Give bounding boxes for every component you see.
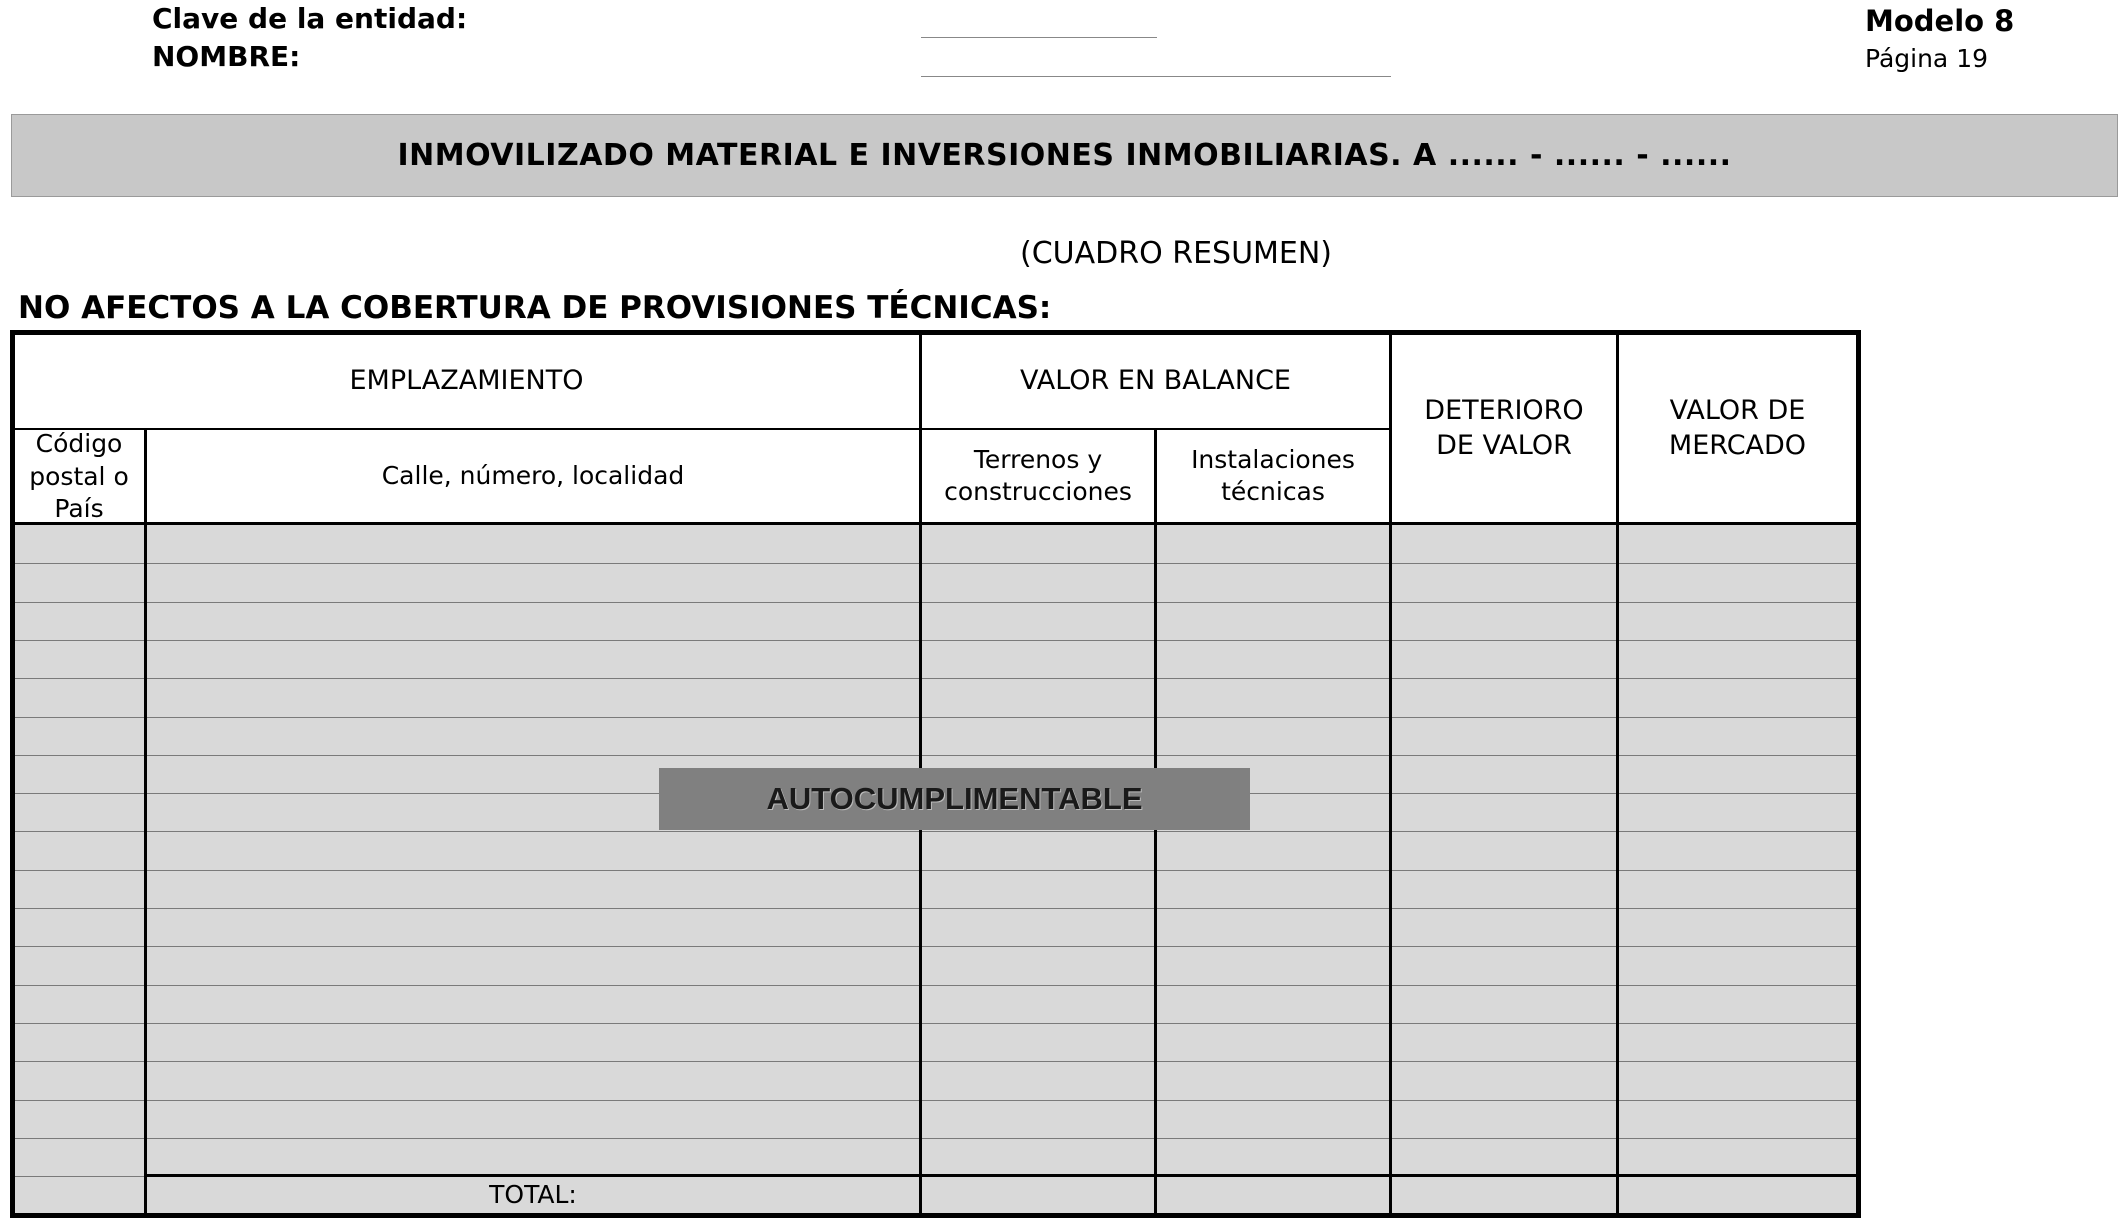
header-valor-balance: VALOR EN BALANCE bbox=[1020, 365, 1291, 397]
table-row bbox=[13, 563, 1858, 564]
table-row bbox=[13, 1061, 1858, 1062]
entity-key-field[interactable] bbox=[921, 37, 1157, 38]
table-row bbox=[13, 1138, 1858, 1139]
subheader-instalaciones: Instalaciones técnicas bbox=[1191, 444, 1355, 506]
table-row bbox=[13, 755, 1858, 756]
form-title-banner bbox=[11, 114, 2118, 197]
subheader-codigo: Código postal o País bbox=[29, 429, 129, 524]
subheader-terrenos: Terrenos y construcciones bbox=[944, 444, 1132, 506]
table-row bbox=[13, 717, 1858, 718]
entity-key-label: Clave de la entidad: bbox=[152, 2, 468, 35]
stamp-label: AUTOCUMPLIMENTABLE bbox=[766, 781, 1143, 816]
table-bottom-border bbox=[10, 1213, 1861, 1218]
table-row bbox=[13, 831, 1858, 832]
table-row bbox=[13, 678, 1858, 679]
col-line-3b bbox=[1154, 830, 1157, 1214]
table-right-border bbox=[1856, 330, 1861, 1218]
table-row bbox=[13, 640, 1858, 641]
total-label: TOTAL: bbox=[489, 1179, 577, 1209]
section-title: NO AFECTOS A LA COBERTURA DE PROVISIONES TÉCNICAS: bbox=[18, 290, 1052, 326]
header-bottom-line bbox=[13, 522, 1858, 525]
form-title: INMOVILIZADO MATERIAL E INVERSIONES INMOBILIARIAS. A ...... - ...... - ...... bbox=[397, 138, 1732, 173]
col-line-1 bbox=[144, 428, 147, 1214]
name-field[interactable] bbox=[921, 76, 1391, 77]
header-valor-mercado: VALOR DE MERCADO bbox=[1668, 394, 1807, 461]
page-number: Página 19 bbox=[1865, 44, 1989, 73]
subheader-calle: Calle, número, localidad bbox=[381, 460, 685, 490]
table-row bbox=[13, 870, 1858, 871]
subtitle: (CUADRO RESUMEN) bbox=[1020, 236, 1333, 271]
autocumplimentable-stamp bbox=[659, 768, 1250, 830]
header-deterioro: DETERIORO DE VALOR bbox=[1424, 394, 1584, 461]
header-emplazamiento: EMPLAZAMIENTO bbox=[349, 365, 584, 397]
table-row bbox=[13, 946, 1858, 947]
table-row bbox=[13, 1023, 1858, 1024]
name-label: NOMBRE: bbox=[152, 40, 301, 73]
table-row bbox=[13, 908, 1858, 909]
table-row bbox=[13, 1100, 1858, 1101]
table-row bbox=[13, 985, 1858, 986]
model-number: Modelo 8 bbox=[1865, 4, 2015, 38]
col-line-2b bbox=[919, 830, 922, 1214]
table-row bbox=[13, 602, 1858, 603]
